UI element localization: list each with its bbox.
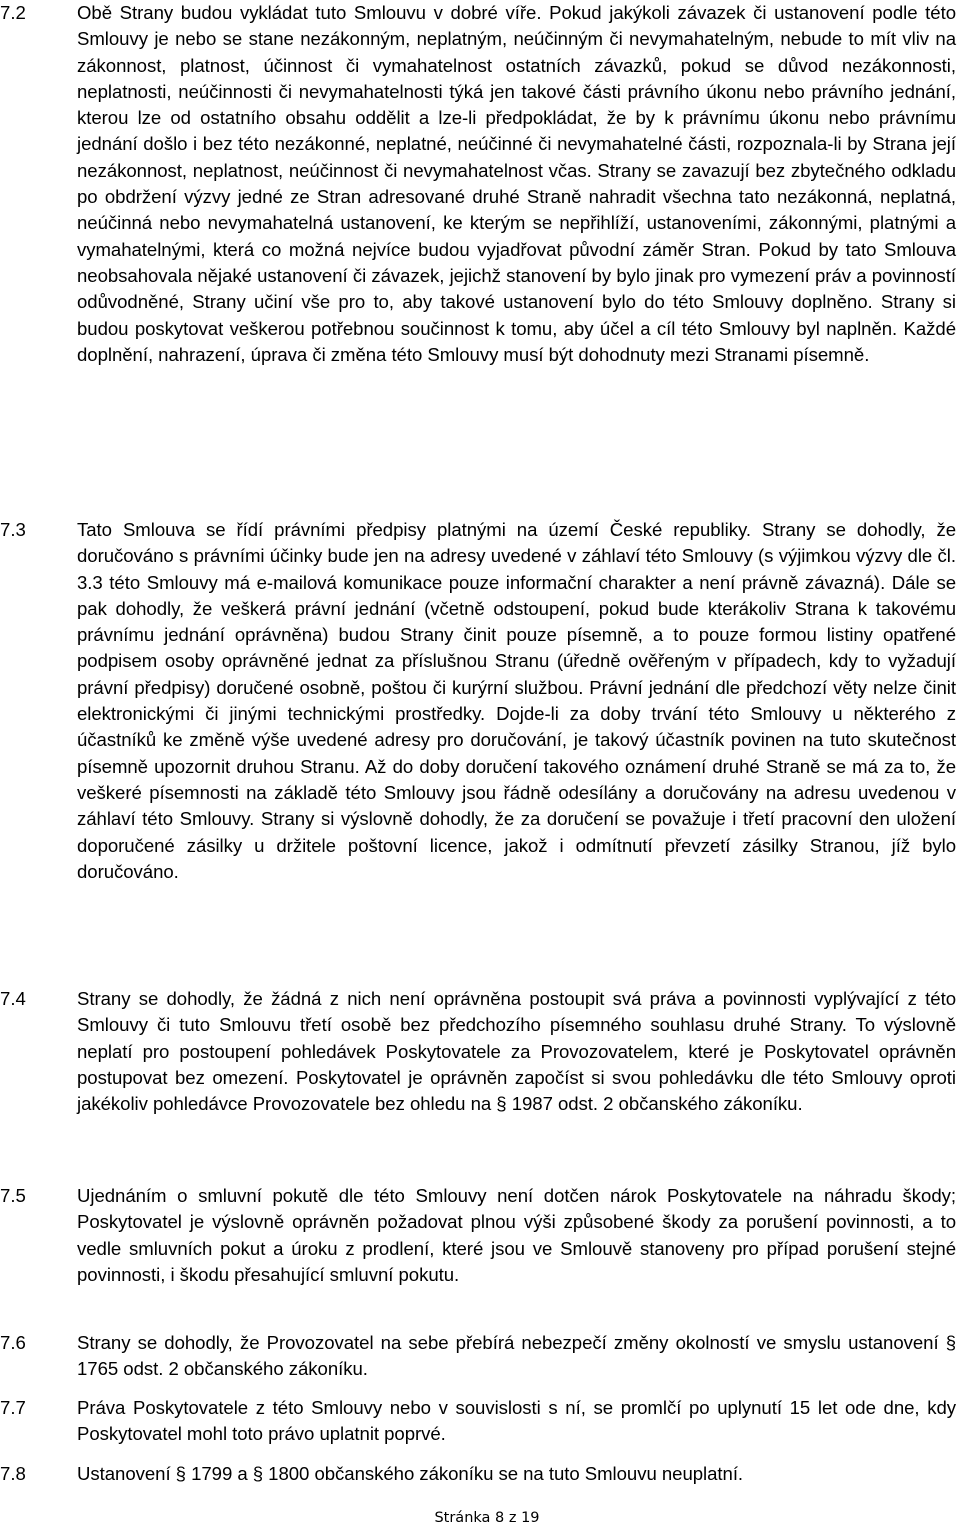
clause-number: 7.2 xyxy=(0,2,26,23)
clause-text: Obě Strany budou vykládat tuto Smlouvu v dobré víře. Pokud jakýkoli závazek či ustanovení podle této Smlouvy je nebo se stane nezákonným, neplatným, neúčinným či nevymahatelným, nebude to mít vliv na zákonnost, platnost, účinnost či vymahatelnost ostatních závazků, pokud se důvod nezákonnosti, neplatnosti, neúčinnosti či nevymahatelnosti týká jen takové části právního úkonu nebo právního jednání, kterou lze od ostatního obsahu oddělit a lze-li předpokládat, že by k právnímu úkonu nebo právnímu jednání došlo i bez této nezákonné, neplatné, neúčinné či nevymahatelné části, rozpoznala-li by Strana její nezákonnost, neplatnost, neúčinnost či nevymahatelnost včas. Strany se zavazují bez zbytečného odkladu po obdržení výzvy jedné ze Stran adresované druhé Straně nahradit všechna tato nezákonná, neplatná, neúčinná nebo nevymahatelná ustanovení, ke kterým se nepřihlíží, ustanoveními, zákonnými, platnými a vymahatelnými, která co možná nejvíce budou vyjadřovat původní záměr Stran. Pokud by tato Smlouva neobsahovala nějaké ustanovení či závazek, jejichž stanovení by bylo jinak pro vymezení práv a povinností odůvodněné, Strany učiní vše pro to, aby takové ustanovení bylo do této Smlouvy doplněno. Strany si budou poskytovat veškerou potřebnou součinnost k tomu, aby účel a cíl této Smlouvy byl naplněn. Každé doplnění, nahrazení, úprava či změna této Smlouvy musí být dohodnuty mezi Stranami písemně. xyxy=(77,2,956,365)
page-number-label: Stránka 8 z 19 xyxy=(434,1510,540,1526)
clause-text: Tato Smlouva se řídí právními předpisy platnými na území České republiky. Strany se dohodly, že doručováno s právními účinky bude jen na adresy uvedené v záhlaví této Smlouvy (s výjimkou výzvy dle čl. 3.3 této Smlouvy má e-mailová komunikace pouze informační charakter a není právně závazná). Dále se pak dohodly, že veškerá právní jednání (včetně odstoupení, pokud bude kterákoliv Strana k takovému právnímu jednání oprávněna) budou Strany činit pouze písemně, a to pouze formou listiny opatřené podpisem osoby oprávněné jednat za příslušnou Stranu (úředně ověřeným v případech, kdy to vyžadují právní předpisy) doručené osobně, poštou či kurýrní službou. Právní jednání dle předchozí věty nelze činit elektronickými či jinými technickými prostředky. Dojde-li za doby trvání této Smlouvy u některého z účastníků ke změně výše uvedené adresy pro doručování, je takový účastník povinen na tuto skutečnost písemně upozornit druhou Stranu. Až do doby doručení takového oznámení druhé Straně se má za to, že veškeré písemnosti na základě této Smlouvy jsou řádně odesílány a doručovány na adresu uvedenou v záhlaví této Smlouvy. Strany si výslovně dohodly, že za doručení se považuje i třetí pracovní den uložení doporučené zásilky u držitele poštovní licence, jakož i odmítnutí převzetí zásilky Stranou, jíž bylo doručováno. xyxy=(77,519,956,882)
clause-7-6 xyxy=(0,1330,958,1383)
clause-number: 7.4 xyxy=(0,988,26,1009)
clause-text: Strany se dohodly, že žádná z nich není oprávněna postoupit svá práva a povinnosti vyplývající z této Smlouvy či tuto Smlouvu třetí osobě bez předchozího písemného souhlasu druhé Strany. To výslovně neplatí pro postoupení pohledávek Poskytovatele za Provozovatelem, které je Poskytovatel oprávněn postupovat bez omezení. Poskytovatel je oprávněn započíst si svou pohledávku dle této Smlouvy oproti jakékoliv pohledávce Provozovatele bez ohledu na § 1987 odst. 2 občanského zákoníku. xyxy=(77,988,956,1115)
clause-text: Strany se dohodly, že Provozovatel na sebe přebírá nebezpečí změny okolností ve smyslu ustanovení § 1765 odst. 2 občanského zákoníku. xyxy=(77,1332,956,1380)
clause-number: 7.7 xyxy=(0,1397,26,1418)
clause-number: 7.5 xyxy=(0,1185,26,1206)
clause-7-4 xyxy=(0,986,958,1117)
clause-7-2 xyxy=(0,0,958,368)
clause-7-3 xyxy=(0,517,958,885)
clause-7-7 xyxy=(0,1395,958,1448)
clause-number: 7.6 xyxy=(0,1332,26,1353)
clause-7-8 xyxy=(0,1461,958,1487)
clause-text: Ustanovení § 1799 a § 1800 občanského zákoníku se na tuto Smlouvu neuplatní. xyxy=(77,1463,744,1484)
clause-text: Ujednáním o smluvní pokutě dle této Smlouvy není dotčen nárok Poskytovatele na náhradu škody; Poskytovatel je výslovně oprávněn požadovat plnou výši způsobené škody za porušení povinnosti, a to vedle smluvních pokut a úroku z prodlení, které jsou ve Smlouvě stanoveny pro případ porušení stejné povinnosti, i škodu přesahující smluvní pokutu. xyxy=(77,1185,956,1285)
clause-text: Práva Poskytovatele z této Smlouvy nebo v souvislosti s ní, se promlčí po uplynutí 15 let ode dne, kdy Poskytovatel mohl toto právo uplatnit poprvé. xyxy=(77,1397,956,1445)
page-footer xyxy=(0,1509,960,1527)
clause-number: 7.3 xyxy=(0,519,26,540)
clause-7-5 xyxy=(0,1183,958,1288)
clause-number: 7.8 xyxy=(0,1463,26,1484)
